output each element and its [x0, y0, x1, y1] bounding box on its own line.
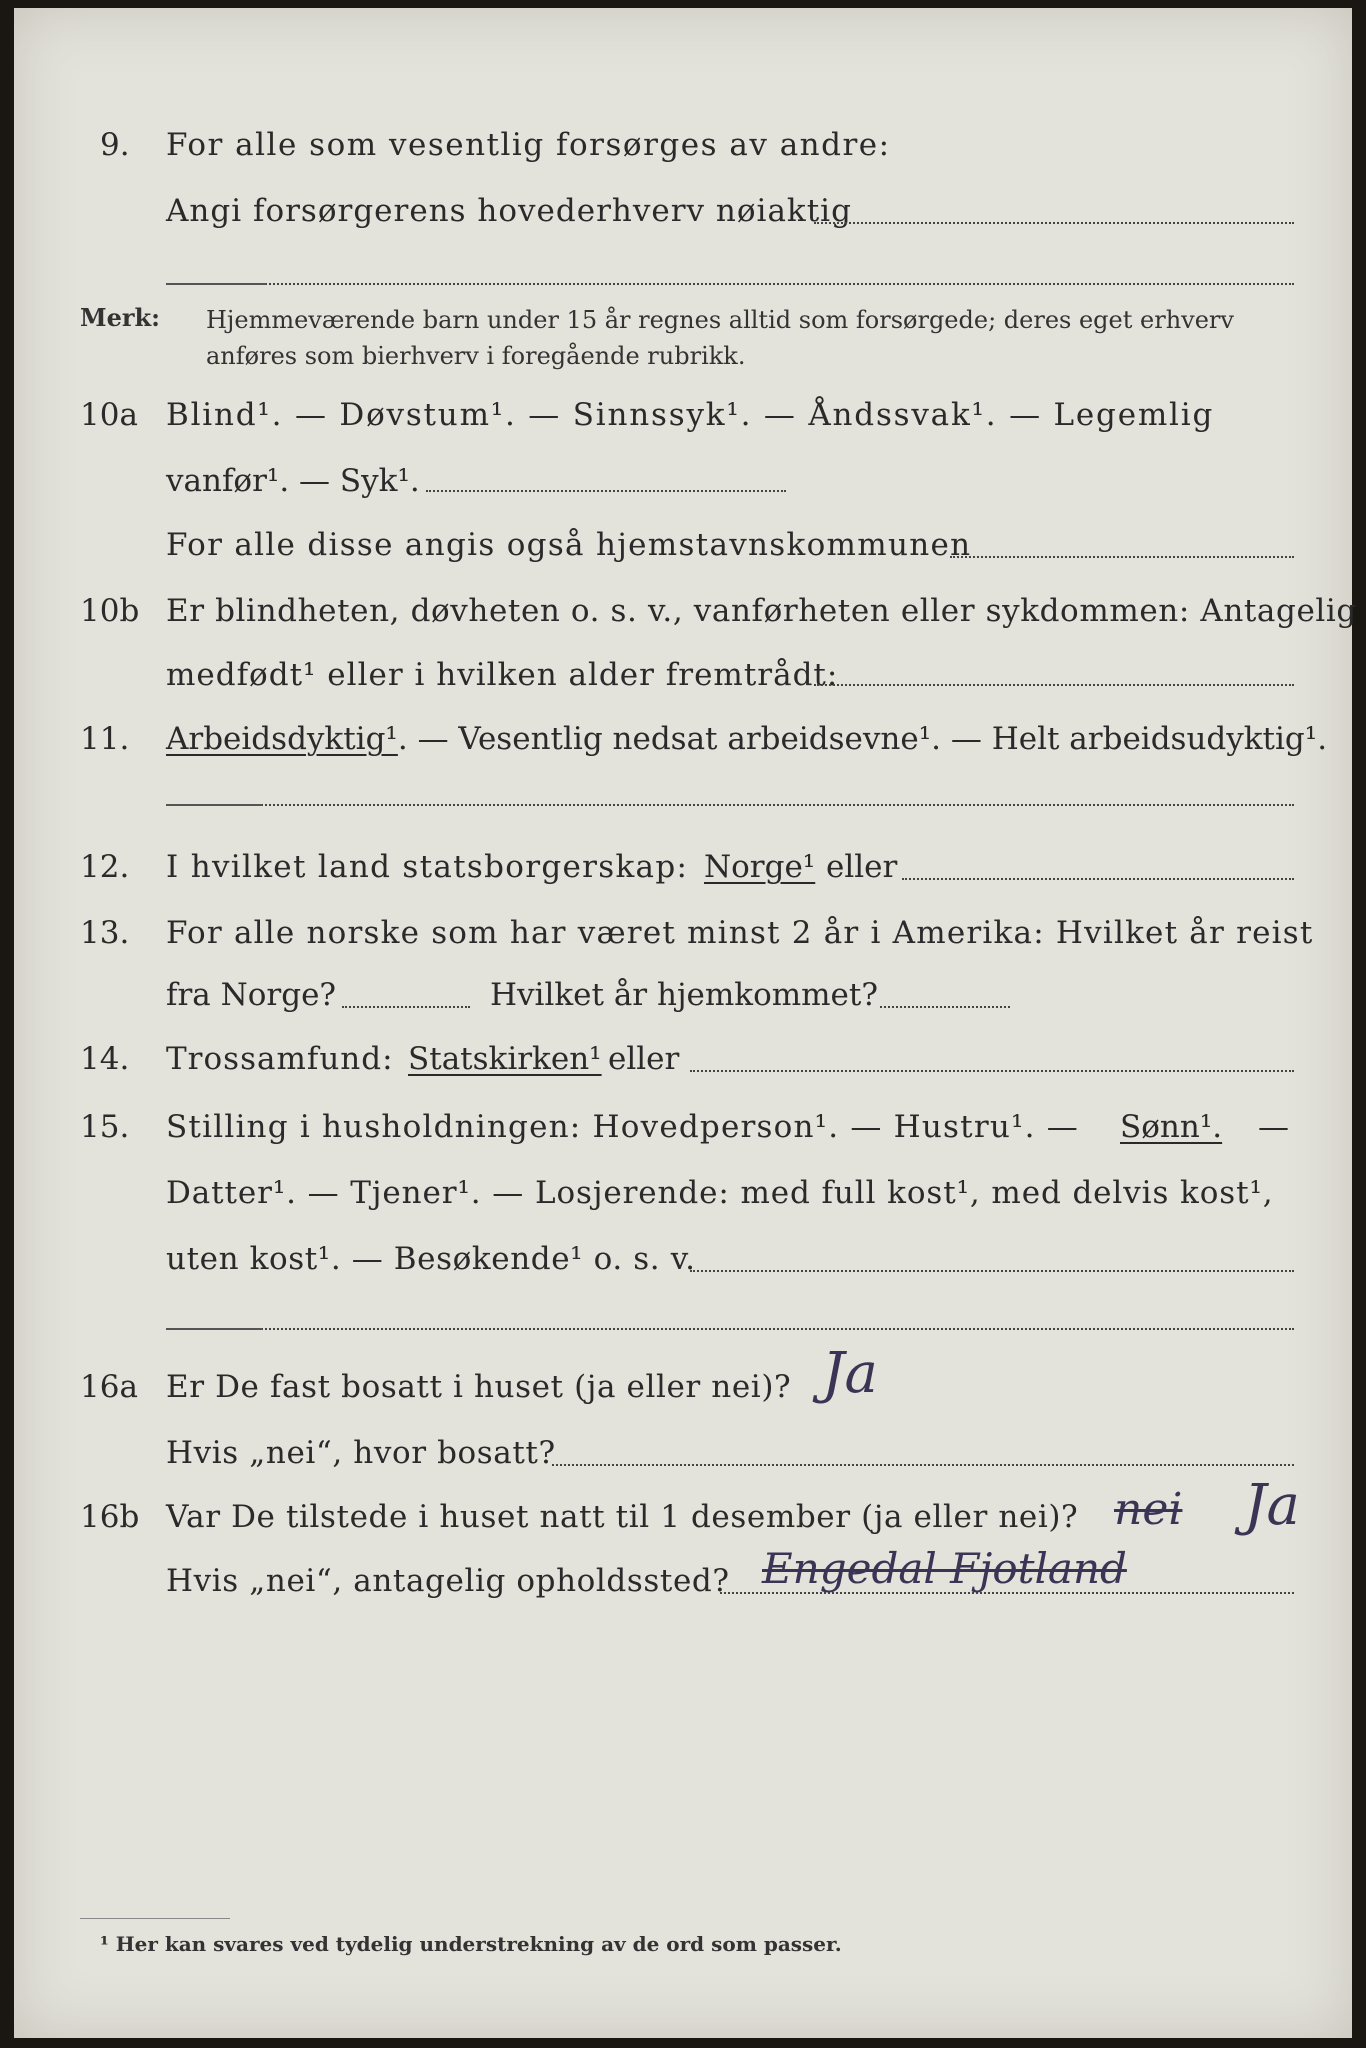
q9-answer-line [814, 222, 1294, 224]
q16b-line2: Hvis „nei“, antagelig opholdssted? [166, 1563, 730, 1599]
q13-line2a: fra Norge? [166, 977, 337, 1013]
q14-post: eller [608, 1041, 680, 1077]
q12-post: eller [826, 849, 898, 885]
q14-option-statskirken[interactable]: Statskirken¹ [408, 1041, 602, 1077]
q15-line1: Stilling i husholdningen: Hovedperson¹. — Hustru¹. — [166, 1109, 1079, 1145]
q9-number: 9. [100, 127, 130, 163]
q16a-answer-line [552, 1464, 1294, 1466]
q10a-line3: For alle disse angis også hjemstavnskommunen [166, 527, 972, 563]
q10a-syk-answer-line [426, 490, 786, 492]
q15-line1-end: — [1258, 1109, 1289, 1145]
merk-label: Merk: [80, 303, 160, 332]
q16a-number: 16a [80, 1369, 138, 1405]
q10a-line1: Blind¹. — Døvstum¹. — Sinnssyk¹. — Åndssvak¹. — Legemlig [166, 397, 1215, 433]
q15-line3: uten kost¹. — Besøkende¹ o. s. v. [166, 1241, 696, 1277]
q11-answer-line [166, 804, 1294, 806]
q15-line-start [166, 1328, 262, 1330]
q10b-line2: medfødt¹ eller i hvilken alder fremtrådt: [166, 657, 839, 693]
q10a-number: 10a [80, 397, 138, 433]
q9-line2: Angi forsørgerens hovederhverv nøiaktig [166, 193, 852, 229]
q12-option-norge[interactable]: Norge¹ [704, 849, 816, 885]
q12-answer-line [902, 878, 1294, 880]
q16b-number: 16b [80, 1499, 140, 1535]
q12-pre: I hvilket land statsborgerskap: [166, 849, 689, 885]
q11-line [166, 721, 1328, 757]
q16a-line2: Hvis „nei“, hvor bosatt? [166, 1435, 556, 1471]
q10a-line2: vanfør¹. — Syk¹. [166, 463, 420, 499]
merk-line1: Hjemmeværende barn under 15 år regnes alltid som forsørgede; deres eget erhverv [206, 306, 1234, 334]
q10b-line1: Er blindheten, døvheten o. s. v., vanførheten eller sykdommen: Antagelig [166, 593, 1357, 629]
q12-number: 12. [80, 849, 130, 885]
q13-number: 13. [80, 915, 130, 951]
q9-answer-line-2 [166, 283, 1294, 285]
q13-line2b: Hvilket år hjemkommet? [490, 977, 878, 1013]
merk-line2: anføres som bierhverv i foregående rubrikk. [206, 342, 746, 370]
q9-line1: For alle som vesentlig forsørges av andre: [166, 127, 891, 163]
q14-number: 14. [80, 1041, 130, 1077]
q11-option-arbeidsdyktig[interactable]: Arbeidsdyktig¹ [166, 721, 398, 757]
footnote-rule [80, 1918, 230, 1919]
q11-rest: . — Vesentlig nedsat arbeidsevne¹. — Helt arbeidsudyktig¹. [397, 721, 1328, 757]
q15-number: 15. [80, 1109, 130, 1145]
q14-pre: Trossamfund: [166, 1041, 394, 1077]
q10b-number: 10b [80, 593, 140, 629]
q16b-handwritten-place: Engedal Fjotland [762, 1544, 1127, 1593]
q16a-line1: Er De fast bosatt i huset (ja eller nei)? [166, 1369, 792, 1405]
footnote-text: ¹ Her kan svares ved tydelig understrekning av de ord som passer. [100, 1932, 842, 1956]
q16a-handwritten-answer: Ja [822, 1341, 878, 1406]
q16b-struck-answer: nei [1114, 1484, 1183, 1535]
q13-line1: For alle norske som har været minst 2 år i Amerika: Hvilket år reist [166, 915, 1314, 951]
q15-answer-line-2 [166, 1328, 1294, 1330]
q15-line2: Datter¹. — Tjener¹. — Losjerende: med full kost¹, med delvis kost¹, [166, 1175, 1274, 1211]
q16b-handwritten-answer: Ja [1244, 1473, 1300, 1538]
q13-hjemkommet-answer-line [880, 1006, 1010, 1008]
q15-option-sonn[interactable]: Sønn¹. [1120, 1109, 1223, 1145]
q15-answer-line [690, 1270, 1294, 1272]
q10a-kommune-answer-line [950, 556, 1294, 558]
census-form-page [14, 8, 1357, 2038]
q11-number: 11. [80, 721, 130, 757]
q10b-answer-line [814, 684, 1294, 686]
q16b-line1: Var De tilstede i huset natt til 1 desember (ja eller nei)? [166, 1499, 1079, 1535]
q14-answer-line [690, 1070, 1294, 1072]
q13-reist-answer-line [342, 1006, 470, 1008]
q11-line-start [166, 804, 262, 806]
q9-line-start [166, 283, 266, 285]
